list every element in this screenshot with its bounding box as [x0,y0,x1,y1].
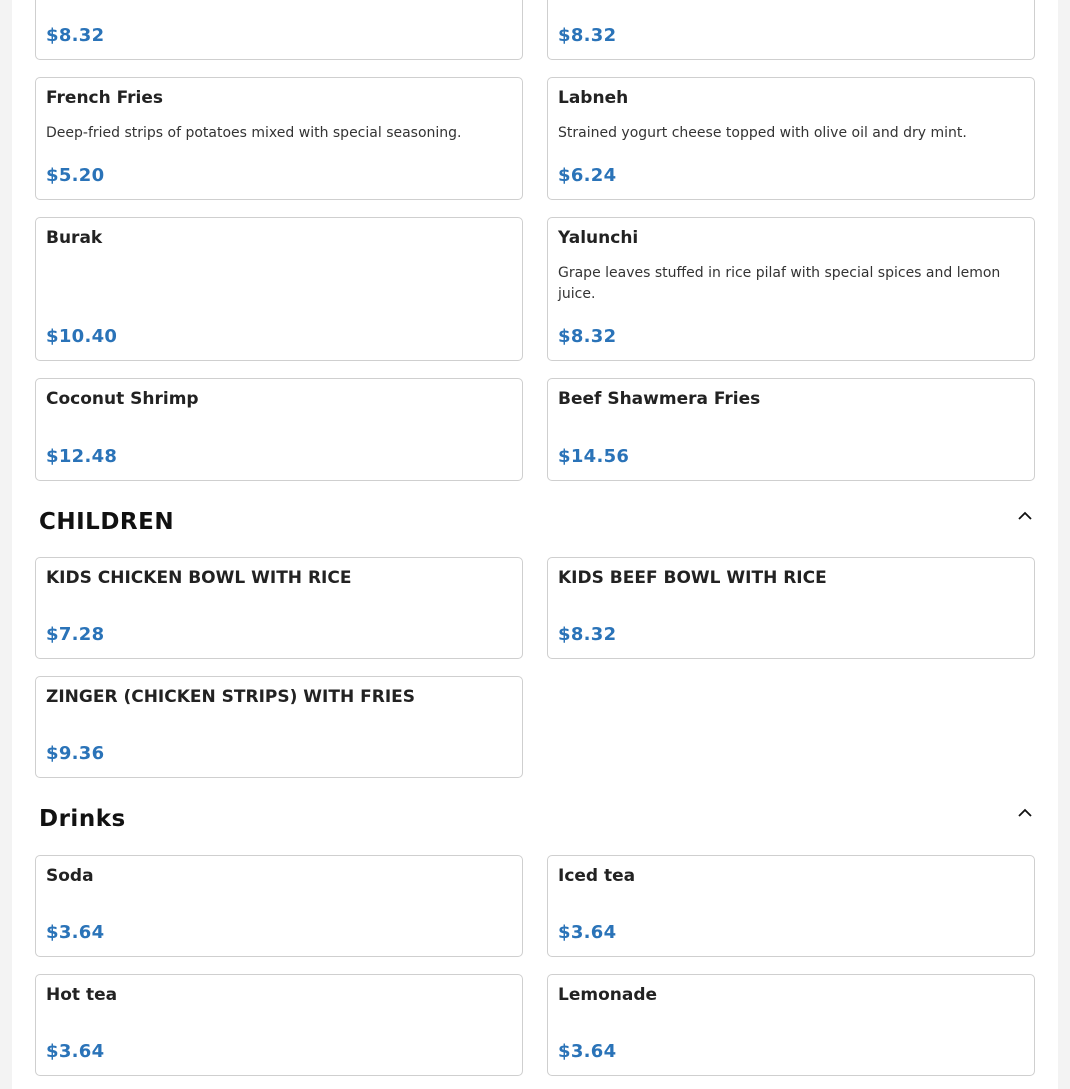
section-title-children: CHILDREN [39,509,175,535]
menu-item-card[interactable] [35,855,523,957]
item-name: ZINGER (CHICKEN STRIPS) WITH FRIES [46,687,416,707]
item-name: Yalunchi [558,228,639,248]
item-description: Strained yogurt cheese topped with olive oil and dry mint. [558,125,967,141]
item-price: $3.64 [558,922,617,943]
menu-page [12,0,1058,1089]
item-name: KIDS BEEF BOWL WITH RICE [558,568,827,588]
menu-item-card[interactable] [35,974,523,1076]
menu-item-card[interactable] [547,77,1035,200]
item-name: Beef Shawmera Fries [558,389,761,409]
item-price: $8.32 [46,25,105,46]
item-name: French Fries [46,88,164,108]
menu-item-card[interactable] [547,974,1035,1076]
menu-item-card[interactable] [547,557,1035,659]
item-price: $6.24 [558,165,617,186]
chevron-up-icon[interactable] [1017,805,1033,821]
chevron-up-icon[interactable] [1017,508,1033,524]
item-name: Soda [46,866,94,886]
menu-item-card[interactable] [35,676,523,778]
item-price: $8.32 [558,25,617,46]
item-price: $9.36 [46,743,105,764]
item-price: $12.48 [46,446,118,467]
item-price: $7.28 [46,624,105,645]
item-price: $5.20 [46,165,105,186]
item-price: $8.32 [558,624,617,645]
item-name: Labneh [558,88,629,108]
item-name: Coconut Shrimp [46,389,199,409]
menu-item-card[interactable] [547,378,1035,481]
item-price: $3.64 [46,922,105,943]
section-title-drinks: Drinks [39,806,126,832]
item-name: Lemonade [558,985,658,1005]
item-price: $10.40 [46,326,118,347]
menu-item-card[interactable] [35,77,523,200]
item-price: $14.56 [558,446,630,467]
menu-item-card[interactable] [35,378,523,481]
item-name: Burak [46,228,103,248]
menu-item-card[interactable] [547,0,1035,60]
item-price: $8.32 [558,326,617,347]
item-price: $3.64 [46,1041,105,1062]
item-name: KIDS CHICKEN BOWL WITH RICE [46,568,352,588]
item-price: $3.64 [558,1041,617,1062]
menu-item-card[interactable] [547,855,1035,957]
item-name: Iced tea [558,866,636,886]
item-name: Hot tea [46,985,118,1005]
menu-item-card[interactable] [35,0,523,60]
menu-item-card[interactable] [547,217,1035,361]
item-description: Grape leaves stuffed in rice pilaf with special spices and lemon juice. [558,265,1001,302]
item-description: Deep-fried strips of potatoes mixed with special seasoning. [46,125,462,141]
menu-item-card[interactable] [35,217,523,361]
menu-item-card[interactable] [35,557,523,659]
